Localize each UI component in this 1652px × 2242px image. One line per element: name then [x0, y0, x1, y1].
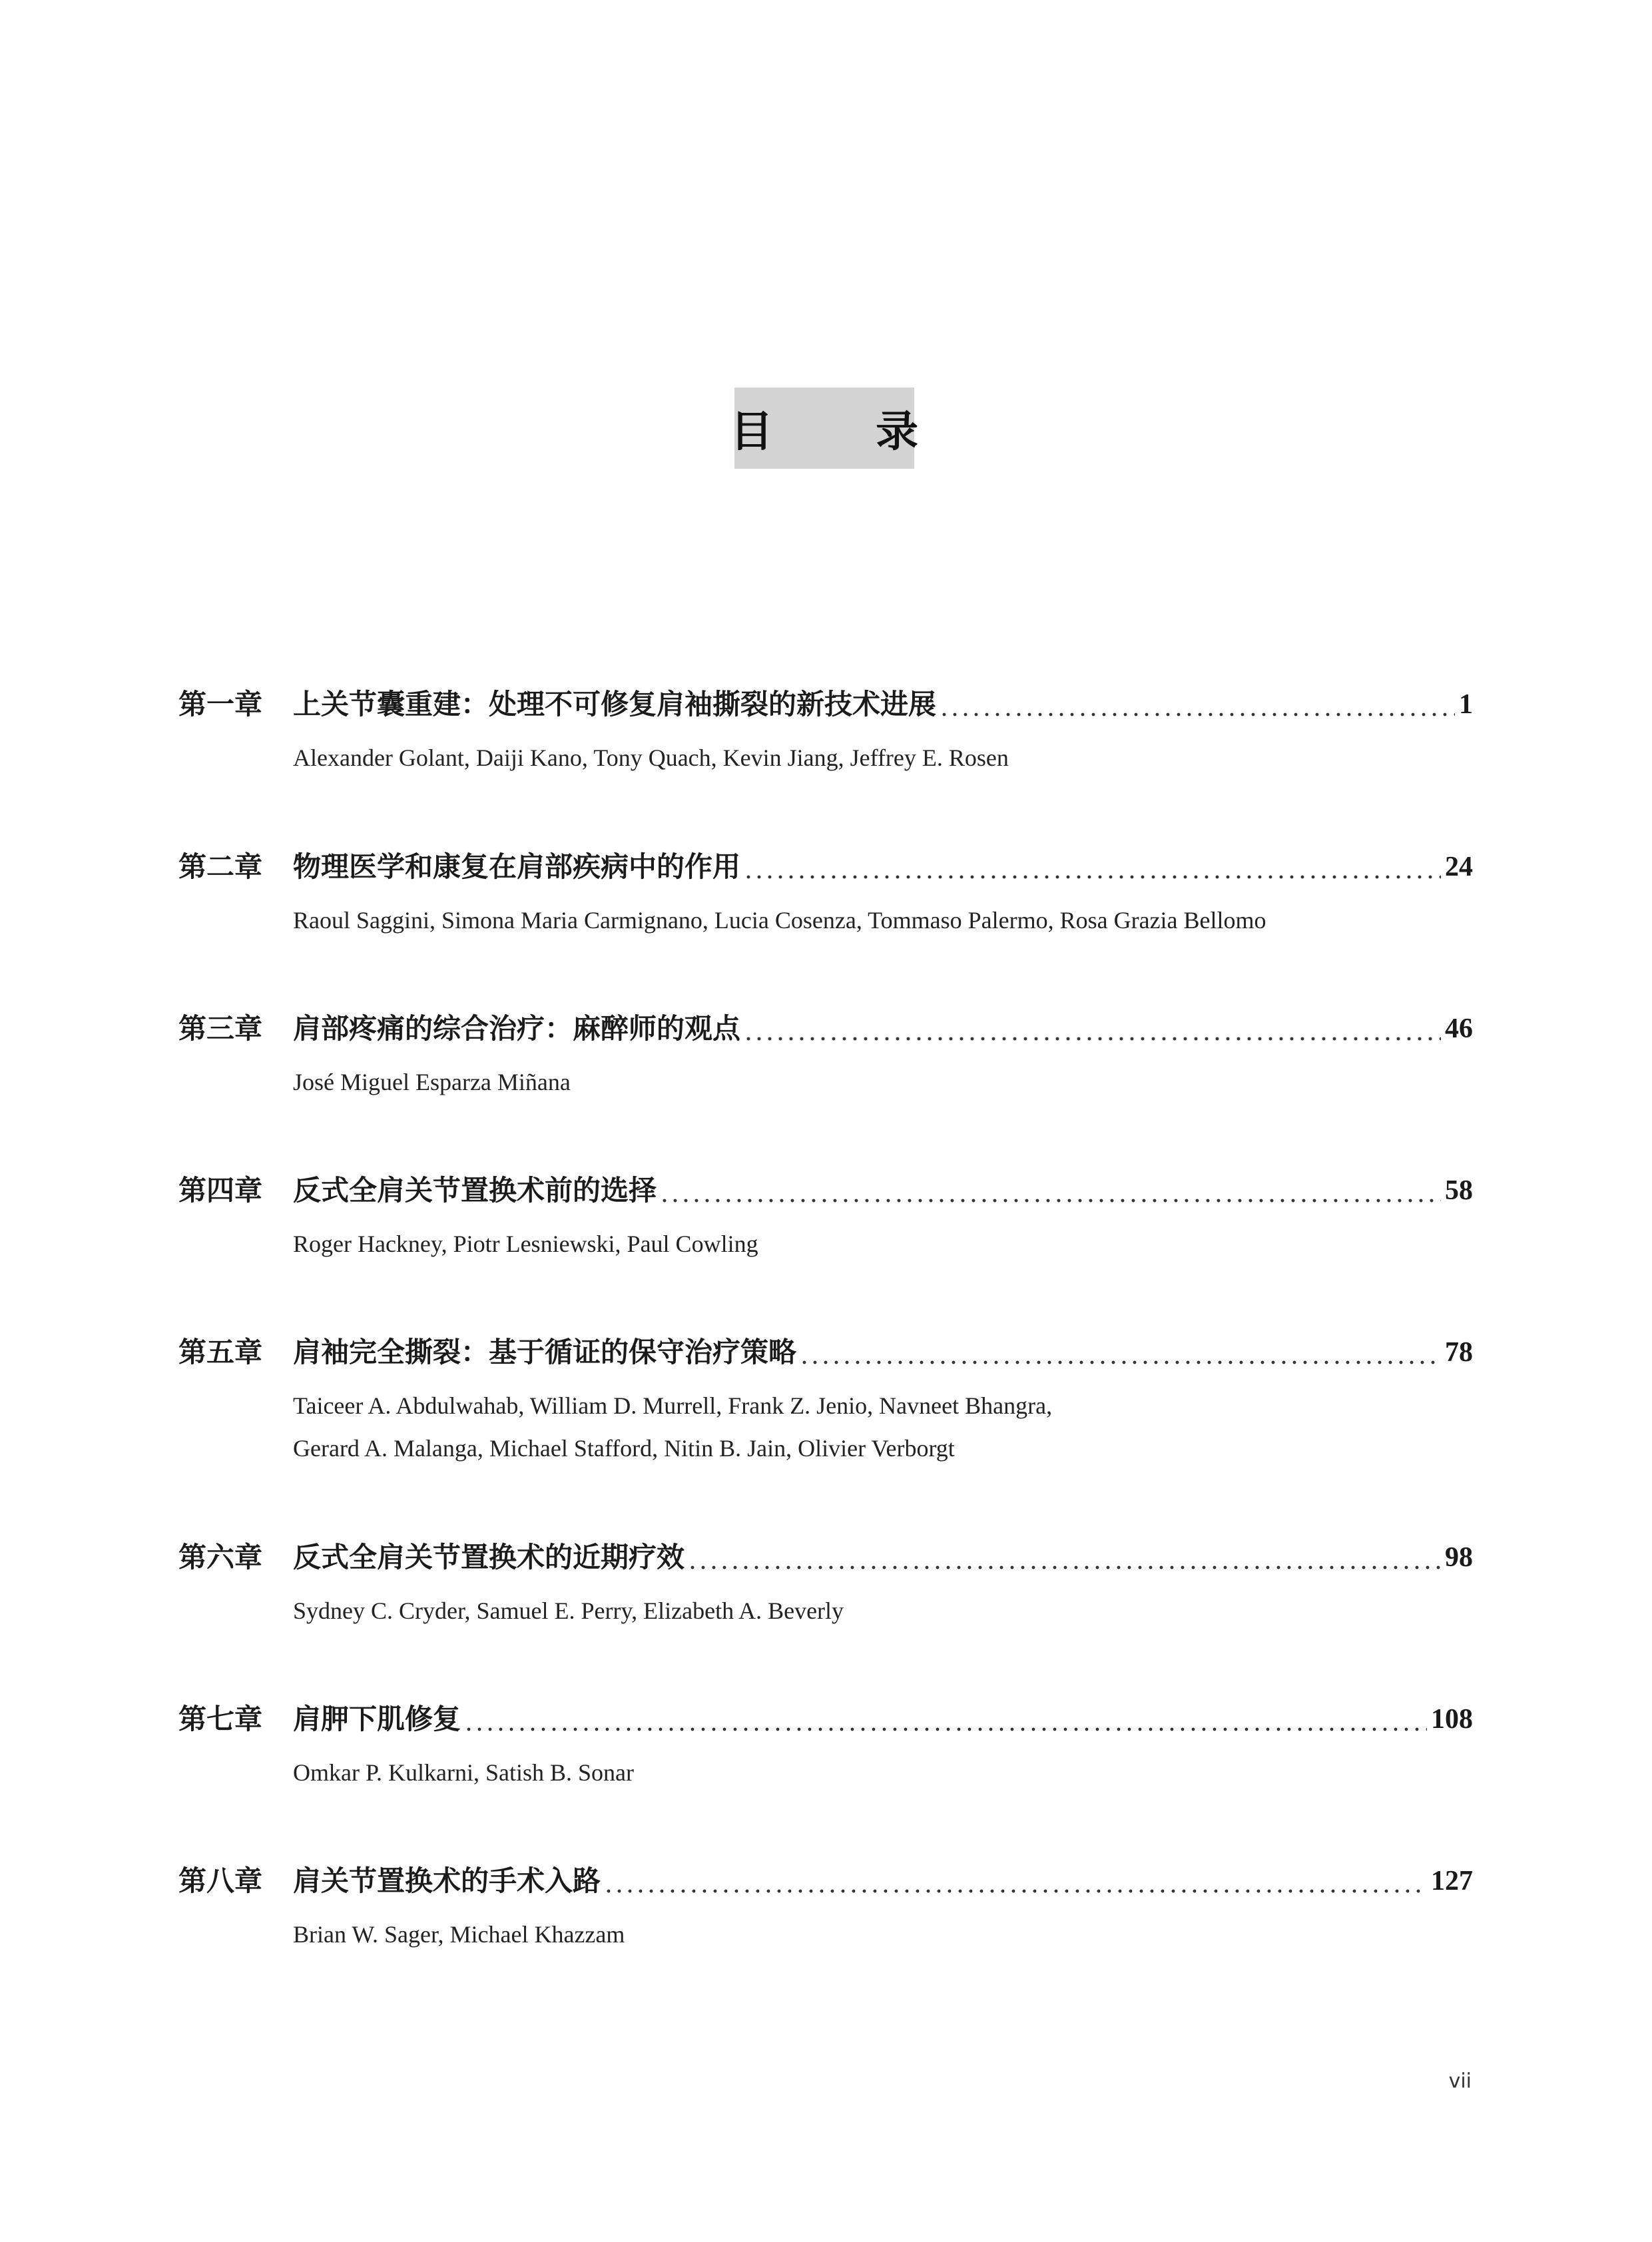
chapter-authors [293, 1589, 1478, 1632]
page-folio: vii [1448, 2070, 1472, 2093]
chapter-title: 反式全肩关节置换术前的选择 [293, 1174, 657, 1207]
chapter-title: 上关节囊重建：处理不可修复肩袖撕裂的新技术进展 [293, 688, 937, 720]
chapter-page-number: 1 [1459, 689, 1473, 720]
chapter-number: 第二章 [178, 850, 263, 883]
dot-leader [743, 1014, 1441, 1042]
chapter-page-number: 108 [1431, 1704, 1473, 1735]
chapter-authors [293, 736, 1478, 779]
chapter-line [178, 1332, 1473, 1372]
author-line: Brian W. Sager, Michael Khazzam [293, 1921, 625, 1948]
author-line: Omkar P. Kulkarni, Satish B. Sonar [293, 1759, 634, 1786]
chapter-number: 第六章 [178, 1541, 263, 1573]
dot-leader [659, 1176, 1441, 1204]
chapter-title: 肩胛下肌修复 [293, 1703, 461, 1735]
dot-leader [687, 1543, 1441, 1571]
dot-leader [939, 690, 1455, 718]
chapter-line [178, 847, 1473, 887]
chapter-line [178, 685, 1473, 724]
chapter-title: 反式全肩关节置换术的近期疗效 [293, 1541, 685, 1573]
dot-leader [743, 852, 1441, 880]
chapter-line [178, 1861, 1473, 1901]
author-line: José Miguel Esparza Miñana [293, 1069, 571, 1095]
dot-leader [463, 1705, 1427, 1733]
chapter-number: 第一章 [178, 688, 263, 720]
chapter-number: 第三章 [178, 1012, 263, 1045]
chapter-line [178, 1538, 1473, 1577]
chapter-page-number: 24 [1445, 852, 1473, 882]
chapter-title: 肩部疼痛的综合治疗：麻醉师的观点 [293, 1012, 741, 1045]
chapter-authors [293, 899, 1478, 942]
author-line: Gerard A. Malanga, Michael Stafford, Nitin B. Jain, Olivier Verborgt [293, 1435, 955, 1462]
author-line: Roger Hackney, Piotr Lesniewski, Paul Cowling [293, 1231, 758, 1257]
chapter-number: 第七章 [178, 1703, 263, 1735]
chapter-line [178, 1009, 1473, 1049]
chapter-number: 第四章 [178, 1174, 263, 1207]
chapter-line [178, 1171, 1473, 1211]
chapter-number: 第五章 [178, 1336, 263, 1368]
toc-heading: 目 录 [730, 408, 963, 457]
chapter-authors [293, 1223, 1478, 1265]
chapter-page-number: 46 [1445, 1013, 1473, 1044]
dot-leader [799, 1338, 1441, 1366]
chapter-authors [293, 1061, 1478, 1103]
chapter-page-number: 98 [1445, 1542, 1473, 1573]
chapter-page-number: 127 [1431, 1866, 1473, 1896]
chapter-line [178, 1699, 1473, 1739]
author-line: Raoul Saggini, Simona Maria Carmignano, Lucia Cosenza, Tommaso Palermo, Rosa Grazia Bellomo [293, 907, 1266, 934]
chapter-page-number: 58 [1445, 1175, 1473, 1206]
chapter-title: 肩关节置换术的手术入路 [293, 1864, 601, 1897]
chapter-title: 物理医学和康复在肩部疾病中的作用 [293, 850, 741, 883]
dot-leader [603, 1866, 1427, 1894]
chapter-authors [293, 1384, 1478, 1470]
chapter-authors [293, 1913, 1478, 1956]
chapter-number: 第八章 [178, 1864, 263, 1897]
author-line: Taiceer A. Abdulwahab, William D. Murrell, Frank Z. Jenio, Navneet Bhangra, [293, 1392, 1053, 1419]
toc-heading-box [730, 388, 963, 469]
chapter-authors [293, 1751, 1478, 1794]
chapter-page-number: 78 [1445, 1337, 1473, 1368]
author-line: Sydney C. Cryder, Samuel E. Perry, Elizabeth A. Beverly [293, 1597, 844, 1624]
chapter-title: 肩袖完全撕裂：基于循证的保守治疗策略 [293, 1336, 797, 1368]
author-line: Alexander Golant, Daiji Kano, Tony Quach, Kevin Jiang, Jeffrey E. Rosen [293, 744, 1009, 771]
